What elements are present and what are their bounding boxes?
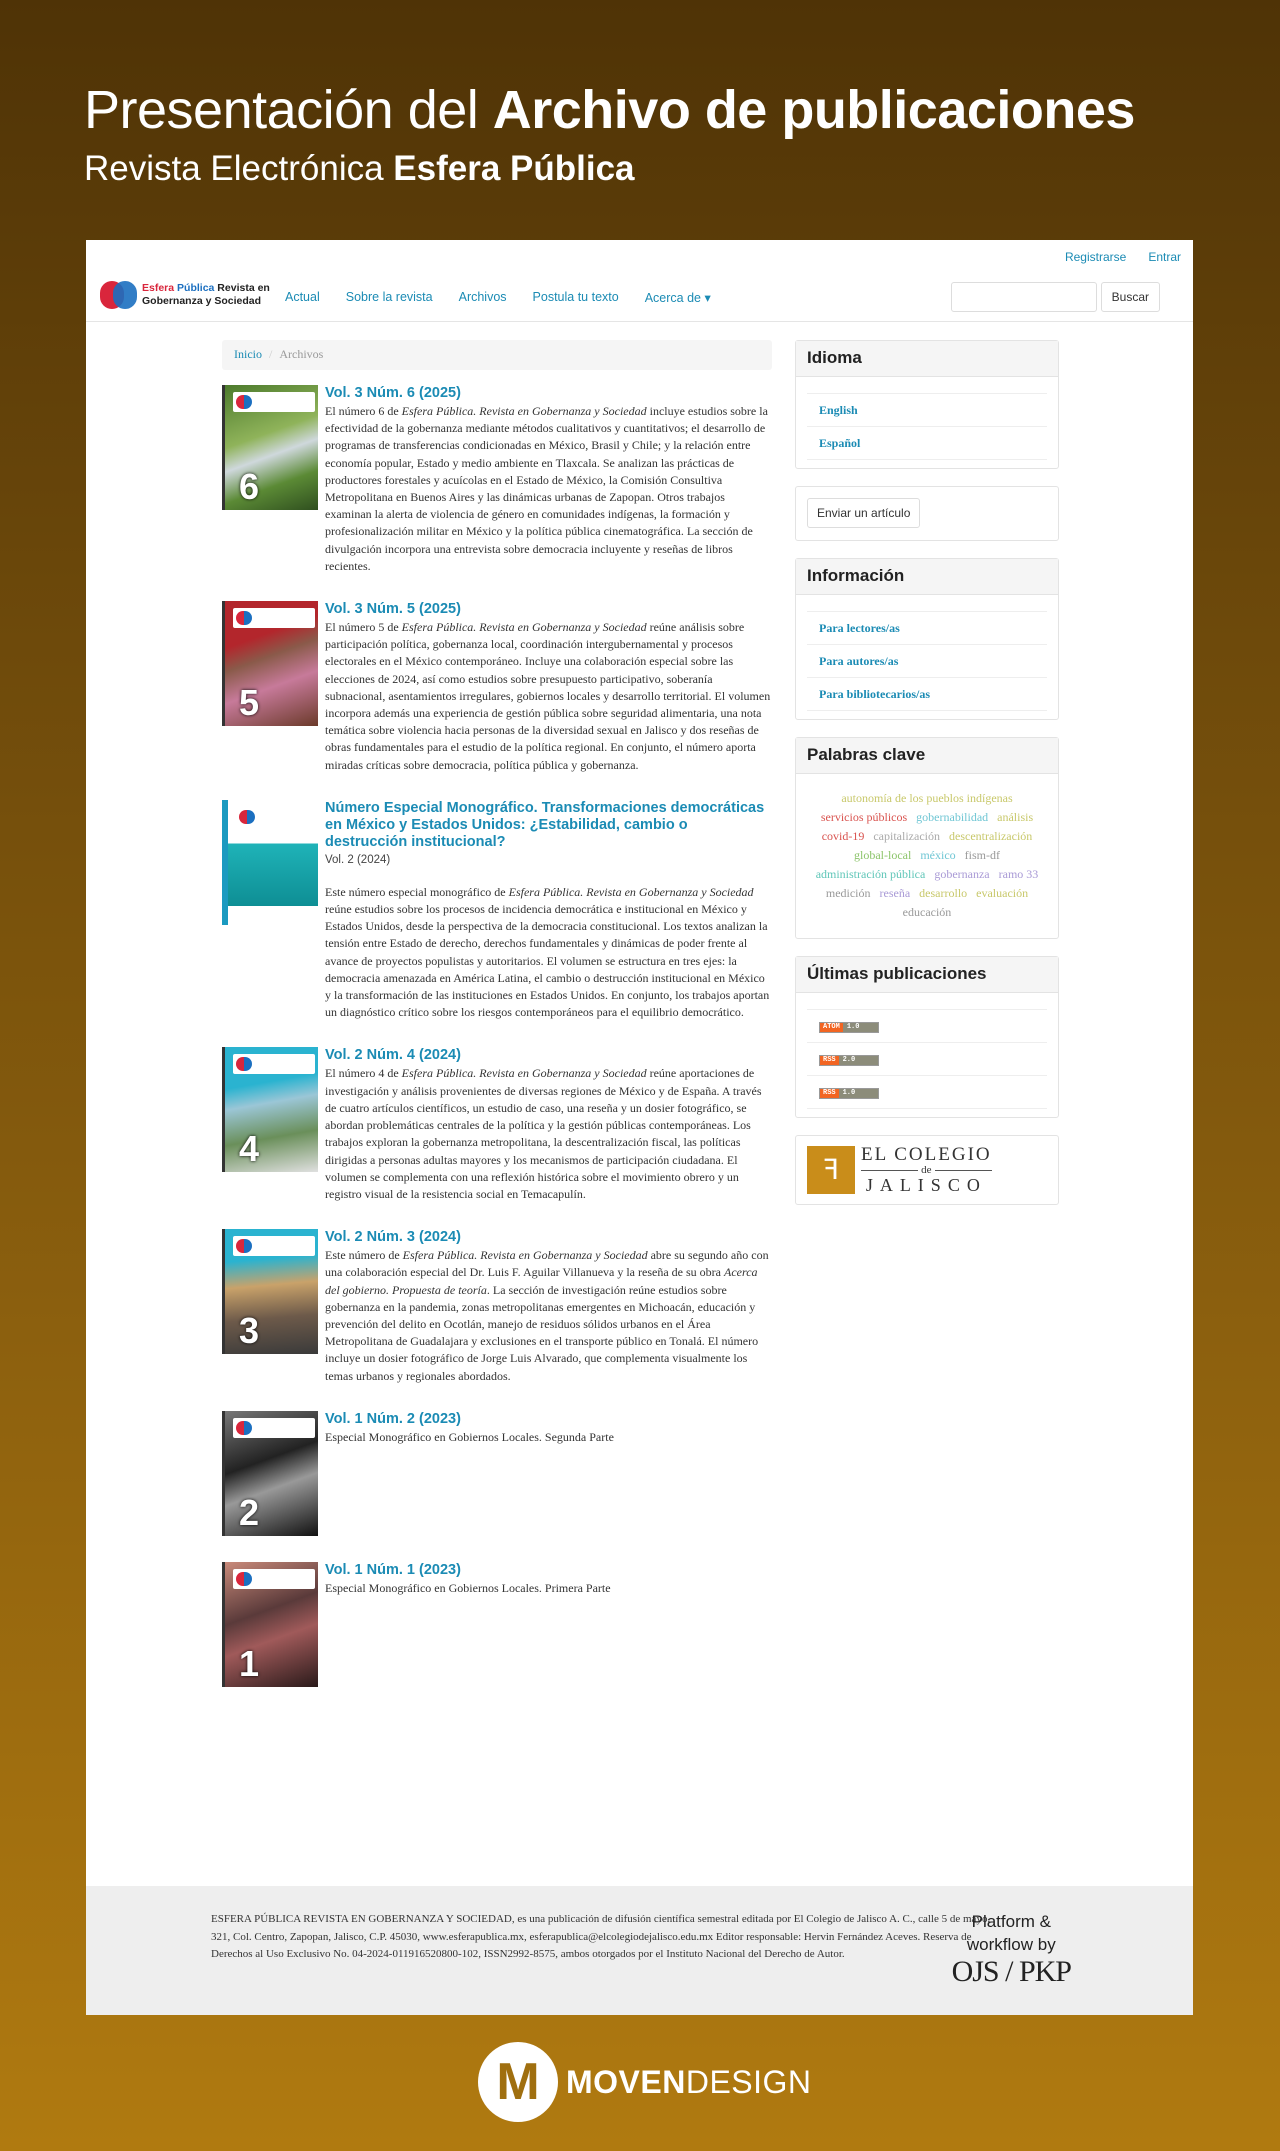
keyword[interactable]: covid-19: [821, 829, 865, 843]
info-authors-link[interactable]: Para autores/as: [819, 654, 899, 668]
login-link[interactable]: Entrar: [1148, 250, 1181, 264]
block-title: Últimas publicaciones: [796, 957, 1058, 993]
issue-description: Especial Monográfico en Gobiernos Locales. Segunda Parte: [325, 1429, 614, 1444]
issue-title[interactable]: Vol. 2 Núm. 4 (2024): [325, 1047, 461, 1064]
issue-item: [222, 601, 772, 774]
keyword[interactable]: servicios públicos: [820, 810, 908, 824]
colegio-jalisco-logo-block[interactable]: [795, 1135, 1059, 1205]
issue-description: El número 6 de Esfera Pública. Revista en Gobernanza y Sociedad incluye estudios sobre la efectividad de la gobernanza mediante métodos cualitativos y cuantitativos; el desarrollo de programas de transferencias condicionadas en México, Brasil y Chile; y la relación entre economía popular, Estado y medio ambiente en Tlaxcala. Se analizan las prácticas de productores forestales y acuícolas en el Estado de México, la Comisión Consultiva Metropolitana en Buenos Aires y las dinámicas urbanas de Zapopan. Otros trabajos examinan la alerta de violencia de género en comunidades indígenas, la formación y profesionalización militar en México y la política pública cinematográfica. La sección de divulgación incorpora una entrevista sobre democracia incluyente y reseñas de libros recientes.: [325, 404, 768, 573]
issue-cover[interactable]: 1: [222, 1562, 318, 1687]
issue-description: Este número de Esfera Pública. Revista en Gobernanza y Sociedad abre su segundo año con una colaboración especial del Dr. Luis F. Aguilar Villanueva y la reseña de su obra Acerca del gobierno. Propuesta de teoría. La sección de investigación reúne estudios sobre gobernanza en la pandemia, zonas metropolitanas emergentes en Michoacán, educación y prevención del delito en Ocotlán, manejo de residuos sólidos urbanos en el Área Metropolitana de Guadalajara y exclusiones en el transporte público en Tonalá. El número incluye un dosier fotográfico de Jorge Luis Alvarado, que complementa visualmente los temas urbanos y regionales abordados.: [325, 1248, 769, 1383]
search-input[interactable]: [951, 282, 1097, 312]
issue-item: [222, 1229, 772, 1385]
hero-title: Presentación del Archivo de publicaciones: [84, 80, 1135, 140]
movendesign-m-icon: M: [478, 2042, 558, 2122]
issue-item: [222, 1411, 772, 1536]
rss1-feed-badge[interactable]: RSS 1.0: [819, 1088, 879, 1099]
issue-item: [222, 1562, 772, 1687]
keyword[interactable]: capitalización: [873, 829, 940, 843]
keyword[interactable]: reseña: [879, 886, 911, 900]
issue-title[interactable]: Vol. 1 Núm. 1 (2023): [325, 1561, 461, 1578]
logo-mark-icon: [100, 281, 138, 309]
site-footer: [86, 1886, 1193, 2015]
block-title: Información: [796, 559, 1058, 595]
keyword[interactable]: global-local: [854, 848, 912, 862]
info-readers-link[interactable]: Para lectores/as: [819, 621, 900, 635]
issue-cover[interactable]: 2: [222, 1411, 318, 1536]
issue-cover[interactable]: [222, 800, 318, 925]
nav-actual[interactable]: Actual: [285, 290, 320, 304]
issue-title[interactable]: Vol. 3 Núm. 6 (2025): [325, 385, 461, 401]
issue-item: [222, 800, 772, 1022]
keyword[interactable]: medición: [825, 886, 871, 900]
issue-item: [222, 385, 772, 575]
user-links: [1043, 250, 1181, 264]
search-button[interactable]: Buscar: [1101, 282, 1160, 312]
breadcrumb-home[interactable]: Inicio: [234, 347, 262, 361]
block-title: Palabras clave: [796, 738, 1058, 774]
rss2-feed-badge[interactable]: RSS 2.0: [819, 1055, 879, 1066]
keyword[interactable]: descentralización: [949, 829, 1033, 843]
ojs-pkp-logo[interactable]: Platform & workflow by OJS / PKP: [951, 1912, 1071, 1988]
keyword[interactable]: análisis: [997, 810, 1034, 824]
submit-article-button[interactable]: Enviar un artículo: [807, 498, 920, 528]
keyword[interactable]: educación: [902, 905, 952, 919]
block-title: Idioma: [796, 341, 1058, 377]
issue-cover[interactable]: 6: [222, 385, 318, 510]
main-nav: [285, 290, 711, 305]
issue-item: [222, 1047, 772, 1203]
issue-title[interactable]: Vol. 1 Núm. 2 (2023): [325, 1410, 461, 1427]
issue-cover[interactable]: 3: [222, 1229, 318, 1354]
issue-cover[interactable]: 5: [222, 601, 318, 726]
keyword[interactable]: evaluación: [976, 886, 1029, 900]
keyword[interactable]: autonomía de los pueblos indígenas: [841, 791, 1013, 805]
footer-text: ESFERA PÚBLICA REVISTA EN GOBERNANZA Y SOCIEDAD, es una publicación de difusión científica semestral editada por El Colegio de Jalisco A. C., calle 5 de mayo, 321, Col. Centro, Zapopan, Jalisco, C.P. 45030, www.esferapublica.mx, esferapublica@elcolegiodejalisco.edu.mx Editor responsable: Hervin Fernández Aceves. Reserva de Derechos al Uso Exclusivo No. 04-2024-011916520800-102, ISSN2992-8575, ambos otorgados por el Instituto Nacional del Derecho de Autor.: [211, 1913, 991, 1960]
nav-sobre[interactable]: Sobre la revista: [345, 290, 433, 304]
search-form: [951, 282, 1160, 312]
language-block: [795, 340, 1059, 469]
keyword[interactable]: gobernabilidad: [916, 810, 989, 824]
info-librarians-link[interactable]: Para bibliotecarios/as: [819, 687, 930, 701]
nav-archivos[interactable]: Archivos: [458, 290, 507, 304]
information-block: [795, 558, 1059, 720]
language-espanol[interactable]: Español: [819, 436, 861, 450]
issue-cover[interactable]: 4: [222, 1047, 318, 1172]
keyword[interactable]: fism-df: [964, 848, 1000, 862]
issue-title[interactable]: Vol. 3 Núm. 5 (2025): [325, 601, 461, 618]
keywords-block: [795, 737, 1059, 939]
issue-description: Especial Monográfico en Gobiernos Locales. Primera Parte: [325, 1580, 611, 1595]
atom-feed-badge[interactable]: ATOM 1.0: [819, 1022, 879, 1033]
issue-title[interactable]: Vol. 2 Núm. 3 (2024): [325, 1229, 461, 1246]
breadcrumb: Inicio / Archivos: [222, 340, 772, 370]
keyword[interactable]: gobernanza: [934, 867, 990, 881]
hero-subtitle: Revista Electrónica Esfera Pública: [84, 149, 635, 188]
register-link[interactable]: Registrarse: [1064, 250, 1127, 264]
issue-description: El número 4 de Esfera Pública. Revista en Gobernanza y Sociedad reúne aportaciones de investigación y análisis provenientes de diversas regiones de México y de España. A través de cuatro artículos científicos, un estudio de caso, una reseña y un dosier fotográfico, se abordan problemáticas centrales de la política y la gestión públicas contemporáneas. Los trabajos exploran la gobernanza metropolitana, la descentralización fiscal, las políticas dirigidas a personas adultas mayores y los mecanismos de participación ciudadana. El volumen se complementa con una reflexión histórica sobre el movimiento obrero y un registro visual de la resistencia social en Temacapulín.: [325, 1066, 762, 1201]
issue-title[interactable]: Número Especial Monográfico. Transformaciones democráticas en México y Estados Unidos: ¿Estabilidad, cambio o destrucción institucional?: [325, 799, 765, 850]
breadcrumb-current: Archivos: [279, 347, 324, 361]
colegio-emblem-icon: ꟻ: [807, 1146, 855, 1194]
site-screenshot: [86, 240, 1193, 2015]
site-logo[interactable]: Esfera Pública Revista en Gobernanza y Sociedad: [100, 281, 270, 309]
issue-volume: Vol. 2 (2024): [325, 853, 391, 866]
movendesign-logo: M MOVENDESIGN: [478, 2042, 812, 2122]
latest-publications-block: [795, 956, 1059, 1118]
issue-description: El número 5 de Esfera Pública. Revista en Gobernanza y Sociedad reúne análisis sobre participación política, gobernanza local, coordinación intergubernamental y procesos electorales en el México contemporáneo. Incluye una colaboración especial sobre las elecciones de 2024, así como estudios sobre presupuesto participativo, soberanía subnacional, asentamientos irregulares, gobiernos locales y desarrollo territorial. El volumen incorpora además una experiencia de gestión pública sobre seguridad alimentaria, una nota temática sobre violencia hacia personas de la diversidad sexual en Jalisco y dos reseñas de obras fundamentales para el estudio de la política regional. En conjunto, el número aporta miradas críticas sobre democracia, política pública y gobernanza.: [325, 620, 771, 772]
hero: [84, 78, 1135, 192]
nav-acerca-dropdown[interactable]: Acerca de ▾: [644, 291, 711, 305]
navbar: [86, 272, 1193, 322]
keyword[interactable]: desarrollo: [919, 886, 968, 900]
language-english[interactable]: English: [819, 403, 858, 417]
issue-description: Este número especial monográfico de Esfera Pública. Revista en Gobernanza y Sociedad reúne estudios sobre los procesos de incidencia democrática e institucional en México y Estados Unidos, desde la perspectiva de la democracia constitucional. Los textos analizan la tensión entre Estado de derecho, derechos fundamentales y dinámicas de poder frente al avance de proyectos populistas y autoritarios. El volumen se estructura en tres ejes: la democracia amenazada en América Latina, el cambio o destrucción institucional en México y la transformación de las instituciones en Estados Unidos. En conjunto, los trabajos aportan un diagnóstico crítico sobre los riesgos contemporáneos para el equilibrio democrático.: [325, 884, 770, 1020]
colegio-jalisco-logo: ꟻ EL COLEGIO de JALISCO: [796, 1136, 1058, 1204]
keyword[interactable]: ramo 33: [998, 867, 1039, 881]
sidebar: [795, 340, 1059, 1222]
submit-block: [795, 486, 1059, 541]
keyword[interactable]: méxico: [920, 848, 956, 862]
nav-postula[interactable]: Postula tu texto: [532, 290, 619, 304]
keyword-cloud: [796, 774, 1058, 938]
issue-list: [222, 385, 772, 1713]
keyword[interactable]: administración pública: [815, 867, 926, 881]
